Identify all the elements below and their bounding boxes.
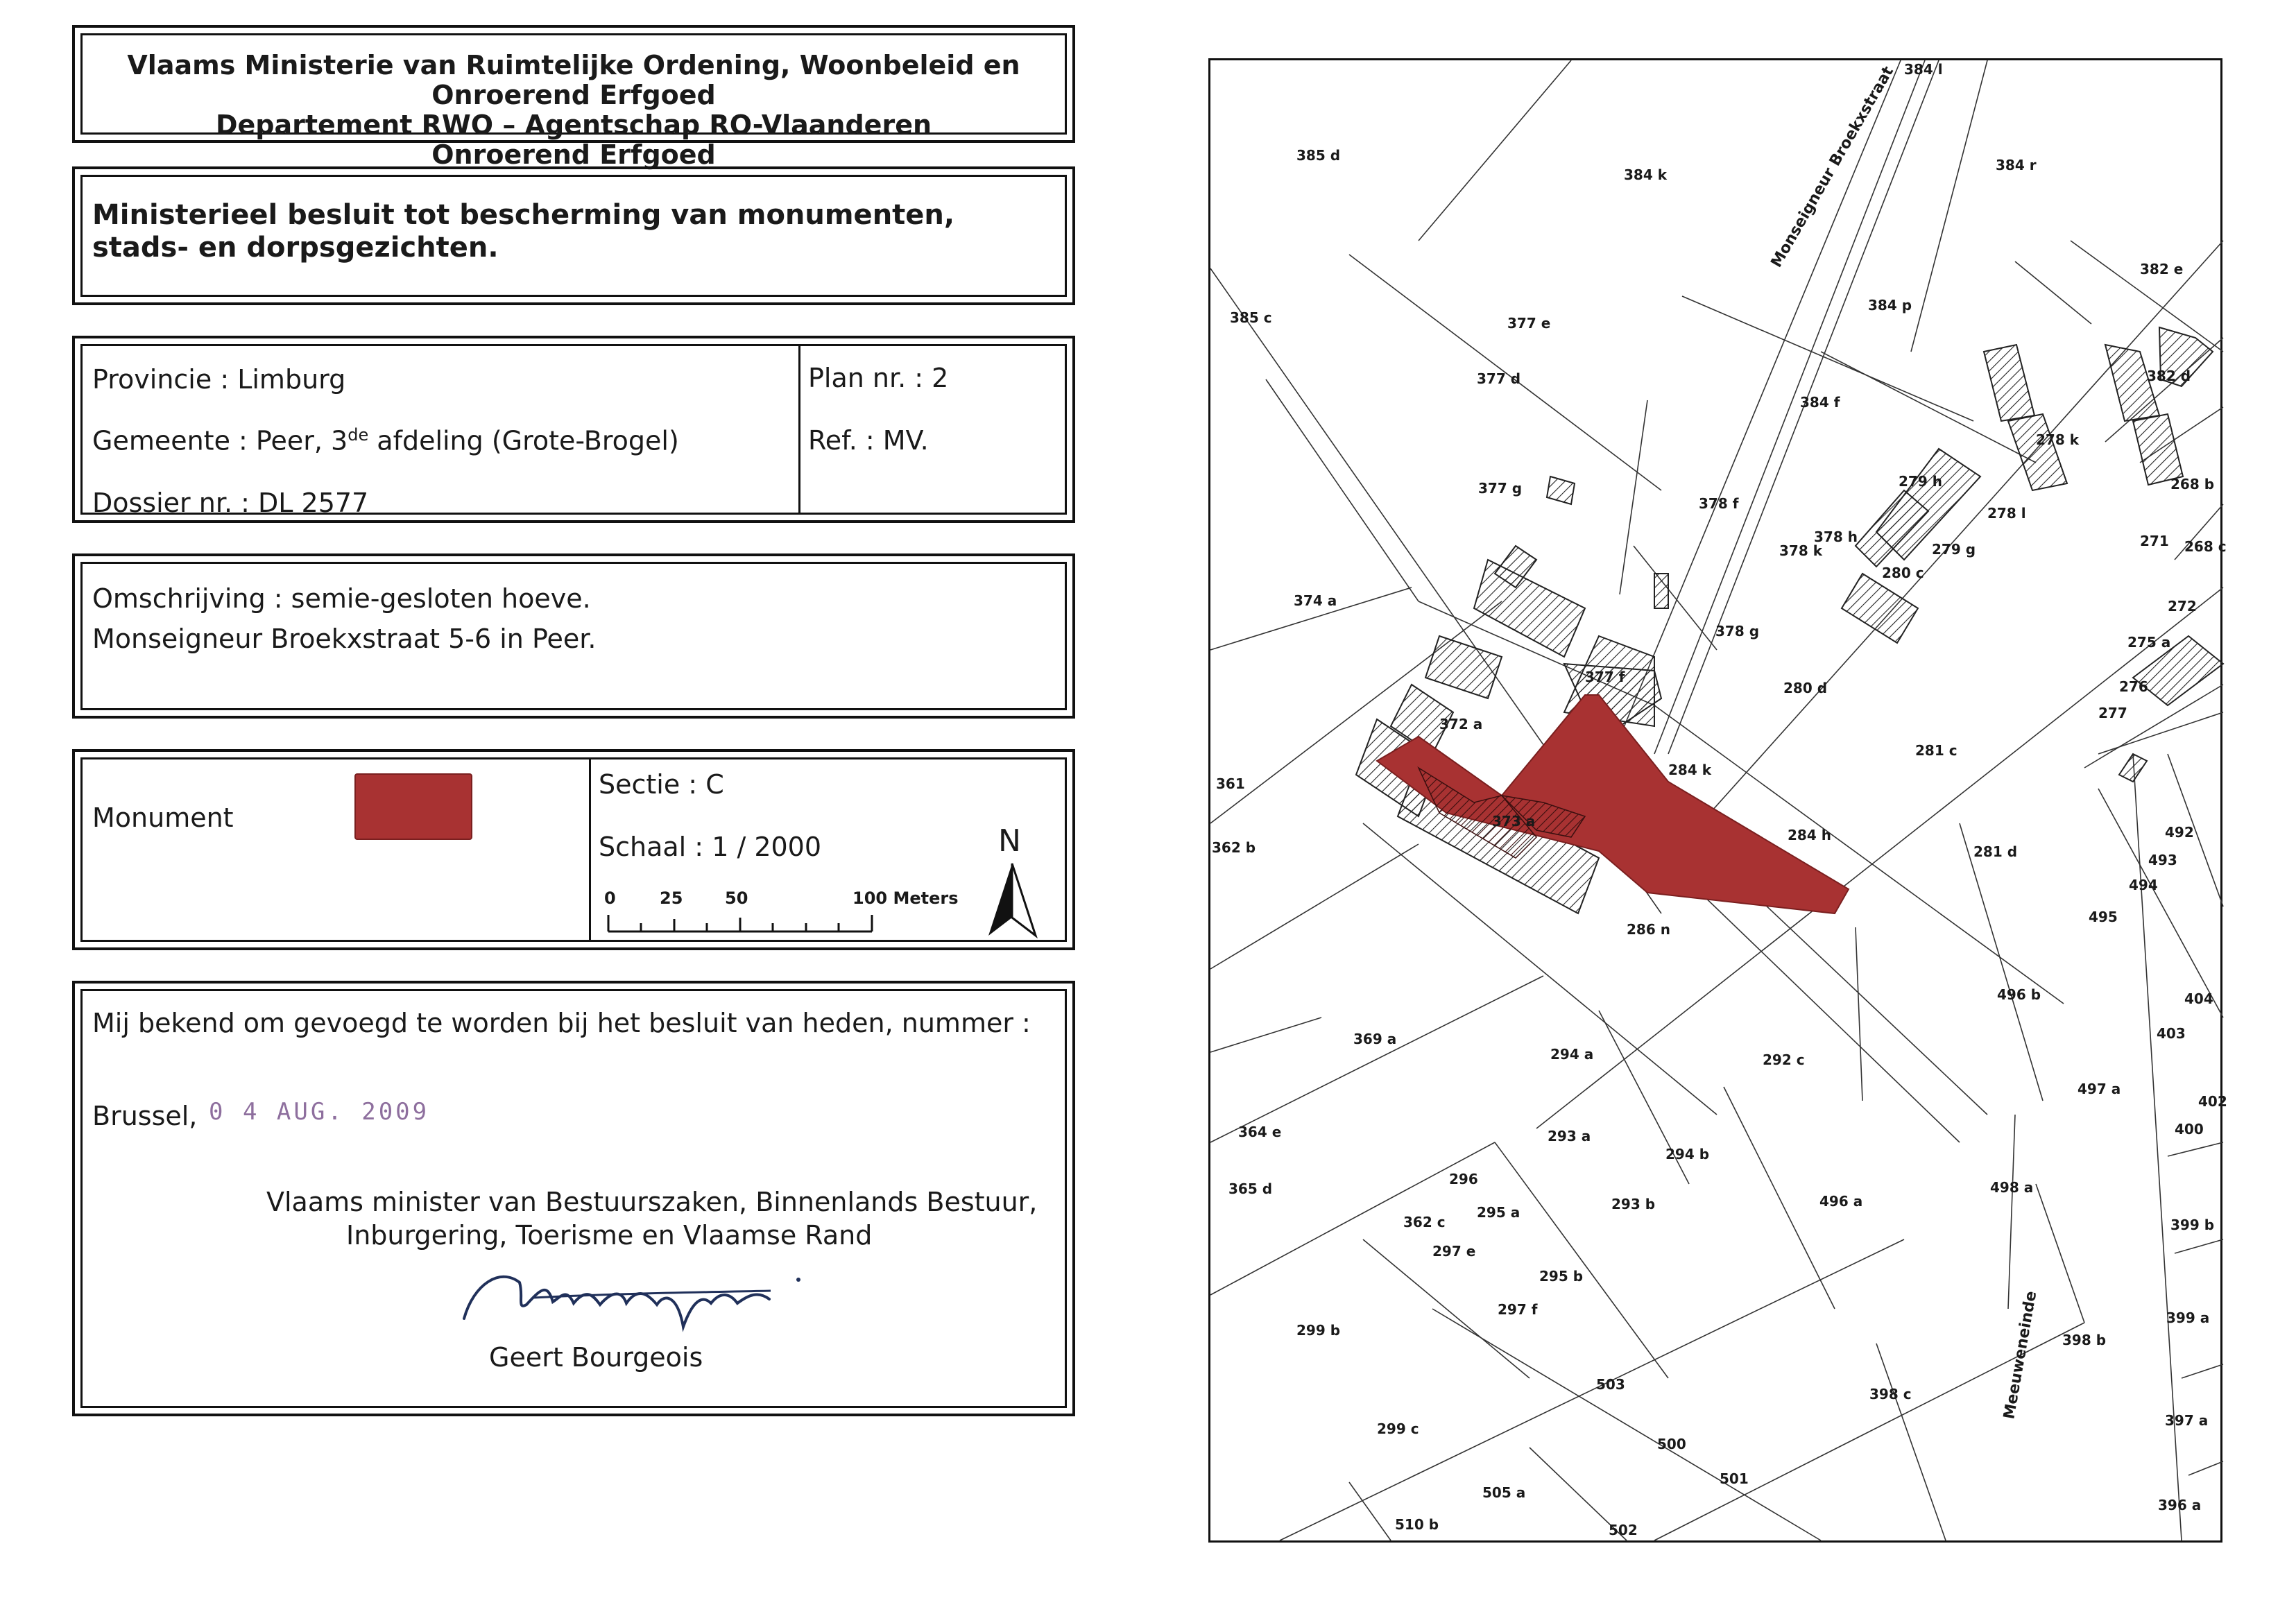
parcel-384f: 384 f <box>1800 394 1840 411</box>
parcel-278k: 278 k <box>2036 431 2080 448</box>
legend-box <box>72 749 1075 950</box>
parcel-295b: 295 b <box>1539 1268 1584 1285</box>
parcel-396a: 396 a <box>2158 1497 2202 1513</box>
minister-title-line2: Inburgering, Toerisme en Vlaamse Rand <box>346 1220 873 1251</box>
cadastral-map <box>1208 58 2227 1543</box>
parcel-372a: 372 a <box>1439 716 1483 732</box>
decree-title-box <box>72 166 1075 305</box>
parcel-404: 404 <box>2184 990 2213 1007</box>
minister-title-line1: Vlaams minister van Bestuurszaken, Binnenlands Bestuur, <box>266 1187 1038 1217</box>
parcel-502: 502 <box>1609 1522 1638 1538</box>
parcel-294b: 294 b <box>1665 1146 1710 1162</box>
parcel-281c: 281 c <box>1915 742 1957 759</box>
parcel-280d: 280 d <box>1783 680 1828 696</box>
parcel-503: 503 <box>1596 1376 1625 1393</box>
parcel-397a: 397 a <box>2165 1412 2209 1429</box>
parcel-297f: 297 f <box>1498 1301 1538 1318</box>
municipality-suffix: afdeling (Grote-Brogel) <box>368 425 679 456</box>
north-arrow-icon <box>984 862 1040 938</box>
parcel-505a: 505 a <box>1482 1484 1526 1501</box>
parcel-374a: 374 a <box>1294 592 1337 609</box>
dossier-label: Dossier nr. : DL 2577 <box>92 488 369 518</box>
parcel-494: 494 <box>2129 877 2158 893</box>
description-box <box>72 553 1075 719</box>
municipality-label <box>92 425 679 456</box>
parcel-277: 277 <box>2098 705 2127 721</box>
parcel-362c: 362 c <box>1403 1214 1446 1230</box>
parcel-286n: 286 n <box>1627 921 1670 938</box>
parcel-294a: 294 a <box>1550 1046 1594 1063</box>
parcel-284h: 284 h <box>1788 827 1831 843</box>
ministry-header-box <box>72 25 1075 170</box>
parcel-378h: 378 h <box>1814 529 1858 545</box>
north-label: N <box>998 823 1021 859</box>
parcel-292c: 292 c <box>1763 1051 1805 1068</box>
parcel-276: 276 <box>2119 678 2148 695</box>
section-label: Sectie : C <box>599 769 724 800</box>
parcel-377e: 377 e <box>1507 315 1551 332</box>
parcel-384p: 384 p <box>1868 297 1912 314</box>
parcel-272: 272 <box>2168 598 2197 615</box>
parcel-384r: 384 r <box>1996 157 2037 173</box>
street-meeuweneinde: Meeuweneinde <box>2001 1289 2041 1421</box>
parcel-501: 501 <box>1720 1470 1749 1487</box>
scalebar-tick-50: 50 <box>725 888 748 908</box>
signer-name: Geert Bourgeois <box>489 1342 703 1373</box>
parcel-377d: 377 d <box>1477 370 1521 387</box>
parcel-399a: 399 a <box>2166 1309 2210 1326</box>
parcel-510b: 510 b <box>1395 1516 1439 1533</box>
reference: Ref. : MV. <box>808 425 929 456</box>
approval-box <box>72 981 1075 1416</box>
parcel-399b: 399 b <box>2170 1217 2215 1233</box>
department-name: Departement RWO – Agentschap RO-Vlaanderen <box>215 110 932 140</box>
parcel-385d: 385 d <box>1296 147 1341 164</box>
description-line2: Monseigneur Broekxstraat 5-6 in Peer. <box>92 624 597 654</box>
scalebar <box>603 911 880 938</box>
parcel-295a: 295 a <box>1477 1204 1520 1221</box>
parcel-293a: 293 a <box>1548 1128 1591 1144</box>
parcel-495: 495 <box>2089 909 2118 925</box>
parcel-268b: 268 b <box>2170 476 2215 492</box>
scalebar-tick-100: 100 Meters <box>853 888 959 908</box>
description-line1: Omschrijving : semie-gesloten hoeve. <box>92 583 591 614</box>
parcel-373a: 373 a <box>1492 813 1536 830</box>
approval-intro: Mij bekend om gevoegd te worden bij het besluit van heden, nummer : <box>92 1008 1031 1038</box>
parcel-377f: 377 f <box>1585 669 1625 685</box>
legend-divider <box>589 759 591 940</box>
parcel-280c: 280 c <box>1882 565 1924 581</box>
ministry-name: Vlaams Ministerie van Ruimtelijke Ordening, Woonbeleid en Onroerend Erfgoed <box>127 50 1020 110</box>
parcel-493: 493 <box>2148 852 2177 868</box>
parcel-279g: 279 g <box>1932 541 1976 558</box>
date-stamp: 0 4 AUG. 2009 <box>209 1098 430 1126</box>
parcel-496b: 496 b <box>1997 986 2041 1003</box>
parcel-364e: 364 e <box>1238 1124 1282 1140</box>
parcel-361: 361 <box>1216 775 1245 792</box>
parcel-403: 403 <box>2157 1025 2186 1042</box>
parcel-278l: 278 l <box>1987 505 2026 522</box>
parcel-492: 492 <box>2165 824 2194 841</box>
parcel-378k: 378 k <box>1779 542 1823 559</box>
parcel-275a: 275 a <box>2127 634 2171 651</box>
parcel-293b: 293 b <box>1611 1196 1656 1212</box>
parcel-284k: 284 k <box>1668 762 1712 778</box>
parcel-297e: 297 e <box>1432 1243 1476 1260</box>
parcel-365d: 365 d <box>1228 1180 1273 1197</box>
parcel-369a: 369 a <box>1353 1031 1397 1047</box>
scale-label: Schaal : 1 / 2000 <box>599 832 822 862</box>
parcel-498a: 498 a <box>1990 1179 2034 1196</box>
approval-place: Brussel, <box>92 1101 198 1131</box>
parcel-299c: 299 c <box>1377 1420 1419 1437</box>
scalebar-tick-25: 25 <box>660 888 683 908</box>
parcel-271: 271 <box>2140 533 2169 549</box>
street-monseigneur-broekxstraat: Monseigneur Broekxstraat <box>1767 63 1898 270</box>
municipality-prefix: Gemeente : Peer, 3 <box>92 425 348 456</box>
municipality-sup: de <box>348 425 369 445</box>
parcel-299b: 299 b <box>1296 1322 1341 1339</box>
parcel-296: 296 <box>1449 1171 1478 1187</box>
parcel-boundaries <box>1210 60 2223 1540</box>
signature-image <box>457 1255 818 1338</box>
location-box <box>72 336 1075 523</box>
parcel-268c: 268 c <box>2184 538 2227 555</box>
parcel-384l: 384 l <box>1904 61 1943 78</box>
parcel-400: 400 <box>2175 1121 2204 1137</box>
parcel-labels <box>1212 61 2227 1538</box>
location-divider <box>798 346 800 513</box>
parcel-362b: 362 b <box>1212 839 1256 856</box>
province-label: Provincie : Limburg <box>92 364 346 395</box>
parcel-385c: 385 c <box>1230 309 1272 326</box>
parcel-497a: 497 a <box>2077 1081 2121 1097</box>
parcel-398c: 398 c <box>1869 1386 1912 1402</box>
parcel-500: 500 <box>1657 1436 1686 1452</box>
parcel-378g: 378 g <box>1715 623 1760 639</box>
scalebar-tick-0: 0 <box>604 888 616 908</box>
parcel-384k: 384 k <box>1624 166 1668 183</box>
parcel-377g: 377 g <box>1478 480 1523 497</box>
monument-label: Monument <box>92 802 234 833</box>
decree-title: Ministerieel besluit tot bescherming van monumenten, stads- en dorpsgezichten. <box>92 199 955 264</box>
parcel-378f: 378 f <box>1699 495 1739 512</box>
parcel-382d: 382 d <box>2147 368 2191 384</box>
parcel-281d: 281 d <box>1973 843 2018 860</box>
parcel-402: 402 <box>2198 1093 2227 1110</box>
parcel-496a: 496 a <box>1819 1193 1863 1210</box>
parcel-398b: 398 b <box>2062 1332 2107 1348</box>
map-canvas <box>1210 60 2227 1540</box>
parcel-279h: 279 h <box>1899 473 1942 490</box>
monument-swatch <box>354 773 472 840</box>
plan-number: Plan nr. : 2 <box>808 363 949 393</box>
parcel-382e: 382 e <box>2140 261 2184 277</box>
agency-name: Onroerend Erfgoed <box>431 139 716 170</box>
